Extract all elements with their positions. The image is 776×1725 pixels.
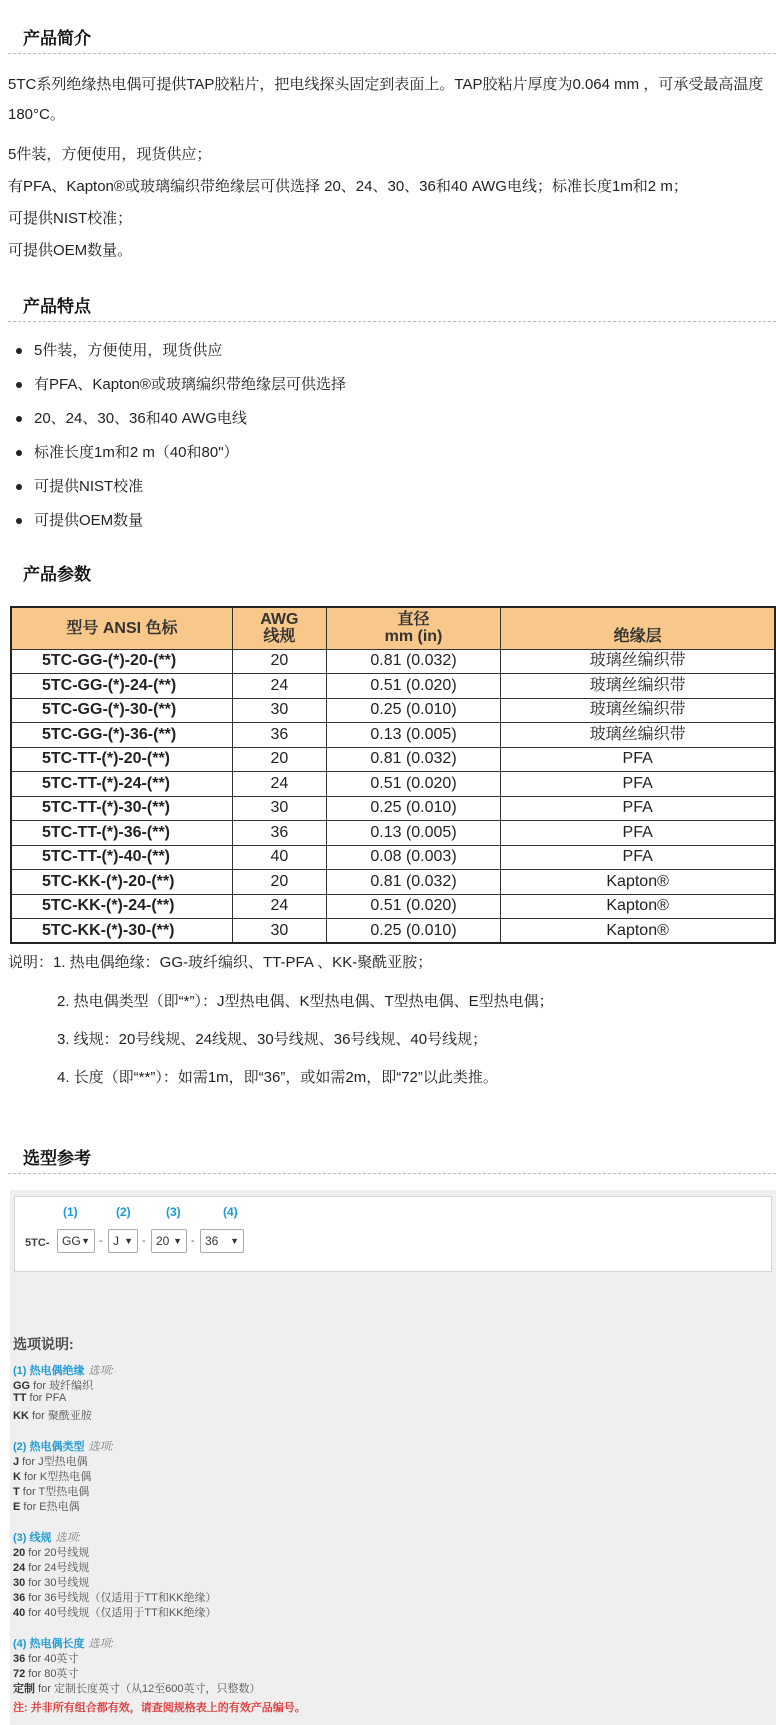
table-header-row xyxy=(11,607,775,649)
step-number-3: (3) xyxy=(166,1205,181,1219)
option-group-heading: (2) 热电偶类型 选项: xyxy=(13,1441,114,1453)
table-row: 5TC-TT-(*)-30-(**) 30 0.25 (0.010) PFA xyxy=(11,796,775,821)
chevron-down-icon: ▼ xyxy=(124,1236,133,1246)
selection-section-header xyxy=(8,1140,776,1174)
table-row: 5TC-KK-(*)-20-(**) 20 0.81 (0.032) Kapton® xyxy=(11,870,775,895)
option-item: E for E热电偶 xyxy=(13,1501,80,1513)
option-item: T for T型热电偶 xyxy=(13,1486,90,1498)
params-section-header xyxy=(8,556,776,590)
list-item: 5件装，方便使用，现货供应 xyxy=(8,334,768,368)
list-item: 可提供NIST校准 xyxy=(8,470,768,504)
intro-paragraph: 5TC系列绝缘热电偶可提供TAP胶粘片，把电线探头固定到表面上。TAP胶粘片厚度为0.064 mm ，可承受最高温度180°C。 xyxy=(8,76,764,123)
params-table xyxy=(10,606,776,944)
intro-line-4: 可提供NIST校准； xyxy=(8,210,133,227)
chevron-down-icon: ▼ xyxy=(173,1236,182,1246)
col-header-awg: AWG 线规 xyxy=(232,607,326,649)
options-title: 选项说明: xyxy=(13,1336,74,1352)
part-number-builder: (1) (2) (3) (4) 5TC- GG ▼ - J ▼ - 20 ▼ - 36 ▼ xyxy=(14,1196,772,1272)
list-item: 可提供OEM数量 xyxy=(8,504,768,538)
chevron-down-icon: ▼ xyxy=(81,1236,90,1246)
option-group-heading: (1) 热电偶绝缘 选项: xyxy=(13,1365,114,1377)
bullet-icon xyxy=(16,518,22,524)
table-row: 5TC-TT-(*)-40-(**) 40 0.08 (0.003) PFA xyxy=(11,845,775,870)
option-item: K for K型热电偶 xyxy=(13,1471,92,1483)
intro-line-5: 可提供OEM数量。 xyxy=(8,242,133,259)
intro-line-3: 有PFA、Kapton®或玻璃编织带绝缘层可供选择 20、24、30、36和40 AWG电线；标准长度1m和2 m； xyxy=(8,178,688,195)
table-row: 5TC-GG-(*)-20-(**) 20 0.81 (0.032) 玻璃丝编织带 xyxy=(11,649,775,674)
table-row: 5TC-GG-(*)-30-(**) 30 0.25 (0.010) 玻璃丝编织带 xyxy=(11,698,775,723)
step-number-1: (1) xyxy=(63,1205,78,1219)
note-4: 4. 长度（即“**”）：如需1m，即“36”，或如需2m，即“72”以此类推。 xyxy=(57,1069,498,1086)
option-item: 30 for 30号线规 xyxy=(13,1577,90,1589)
option-item: 24 for 24号线规 xyxy=(13,1562,90,1574)
table-row: 5TC-KK-(*)-30-(**) 30 0.25 (0.010) Kapton® xyxy=(11,919,775,944)
list-item: 标准长度1m和2 m（40和80"） xyxy=(8,436,768,470)
option-item: 定制 for 定制长度英寸（从12至600英寸，只整数） xyxy=(13,1683,261,1695)
bullet-icon xyxy=(16,348,22,354)
list-item: 有PFA、Kapton®或玻璃编织带绝缘层可供选择 xyxy=(8,368,768,402)
insulation-select[interactable]: GG ▼ xyxy=(57,1229,95,1253)
table-row: 5TC-GG-(*)-24-(**) 24 0.51 (0.020) 玻璃丝编织带 xyxy=(11,674,775,699)
selection-panel xyxy=(10,1190,776,1725)
option-item: GG for 玻纤编织 xyxy=(13,1380,94,1392)
option-item: 36 for 40英寸 xyxy=(13,1653,79,1665)
note-2: 2. 热电偶类型（即“*”）：J型热电偶、K型热电偶、T型热电偶、E型热电偶； xyxy=(57,993,554,1010)
table-row: 5TC-TT-(*)-36-(**) 36 0.13 (0.005) PFA xyxy=(11,821,775,846)
bullet-icon xyxy=(16,416,22,422)
params-title: 产品参数 xyxy=(23,565,91,584)
option-item: 72 for 80英寸 xyxy=(13,1668,79,1680)
step-number-2: (2) xyxy=(116,1205,131,1219)
option-item: 20 for 20号线规 xyxy=(13,1547,90,1559)
col-header-model: 型号 ANSI 色标 xyxy=(11,607,232,649)
features-list xyxy=(8,334,768,538)
footnote: 注: 并非所有组合都有效，请查阅规格表上的有效产品编号。 xyxy=(13,1702,306,1714)
table-row: 5TC-KK-(*)-24-(**) 24 0.51 (0.020) Kapton® xyxy=(11,894,775,919)
features-title: 产品特点 xyxy=(23,297,91,316)
list-item: 20、24、30、36和40 AWG电线 xyxy=(8,402,768,436)
bullet-icon xyxy=(16,382,22,388)
divider xyxy=(8,321,776,322)
divider xyxy=(8,53,776,54)
intro-line-2: 5件装，方便使用，现货供应； xyxy=(8,146,212,163)
intro-title: 产品简介 xyxy=(23,29,91,48)
step-number-4: (4) xyxy=(223,1205,238,1219)
note-3: 3. 线规：20号线规、24线规、30号线规、36号线规、40号线规； xyxy=(57,1031,488,1048)
option-item: TT for PFA xyxy=(13,1392,67,1404)
intro-section-header xyxy=(8,20,776,54)
option-group-heading: (4) 热电偶长度 选项: xyxy=(13,1638,114,1650)
type-select[interactable]: J ▼ xyxy=(108,1229,138,1253)
option-item: J for J型热电偶 xyxy=(13,1456,88,1468)
note-1: 说明：1. 热电偶绝缘：GG-玻纤编织、TT-PFA 、KK-聚酰亚胺； xyxy=(8,954,433,971)
option-group-heading: (3) 线规 选项: xyxy=(13,1532,81,1544)
gauge-select[interactable]: 20 ▼ xyxy=(151,1229,187,1253)
option-item: KK for 聚酰亚胺 xyxy=(13,1410,92,1422)
length-select[interactable]: 36 ▼ xyxy=(200,1229,244,1253)
part-prefix: 5TC- xyxy=(25,1237,50,1249)
option-item: 36 for 36号线规（仅适用于TT和KK绝缘） xyxy=(13,1592,217,1604)
divider xyxy=(8,1173,776,1174)
bullet-icon xyxy=(16,450,22,456)
selection-title: 选型参考 xyxy=(23,1149,91,1168)
option-item: 40 for 40号线规（仅适用于TT和KK绝缘） xyxy=(13,1607,217,1619)
table-row: 5TC-TT-(*)-24-(**) 24 0.51 (0.020) PFA xyxy=(11,772,775,797)
chevron-down-icon: ▼ xyxy=(230,1236,239,1246)
col-header-insulation: 绝缘层 xyxy=(501,607,775,649)
bullet-icon xyxy=(16,484,22,490)
features-section-header xyxy=(8,288,776,322)
table-row: 5TC-GG-(*)-36-(**) 36 0.13 (0.005) 玻璃丝编织带 xyxy=(11,723,775,748)
col-header-diameter: 直径 mm (in) xyxy=(326,607,501,649)
table-row: 5TC-TT-(*)-20-(**) 20 0.81 (0.032) PFA xyxy=(11,747,775,772)
